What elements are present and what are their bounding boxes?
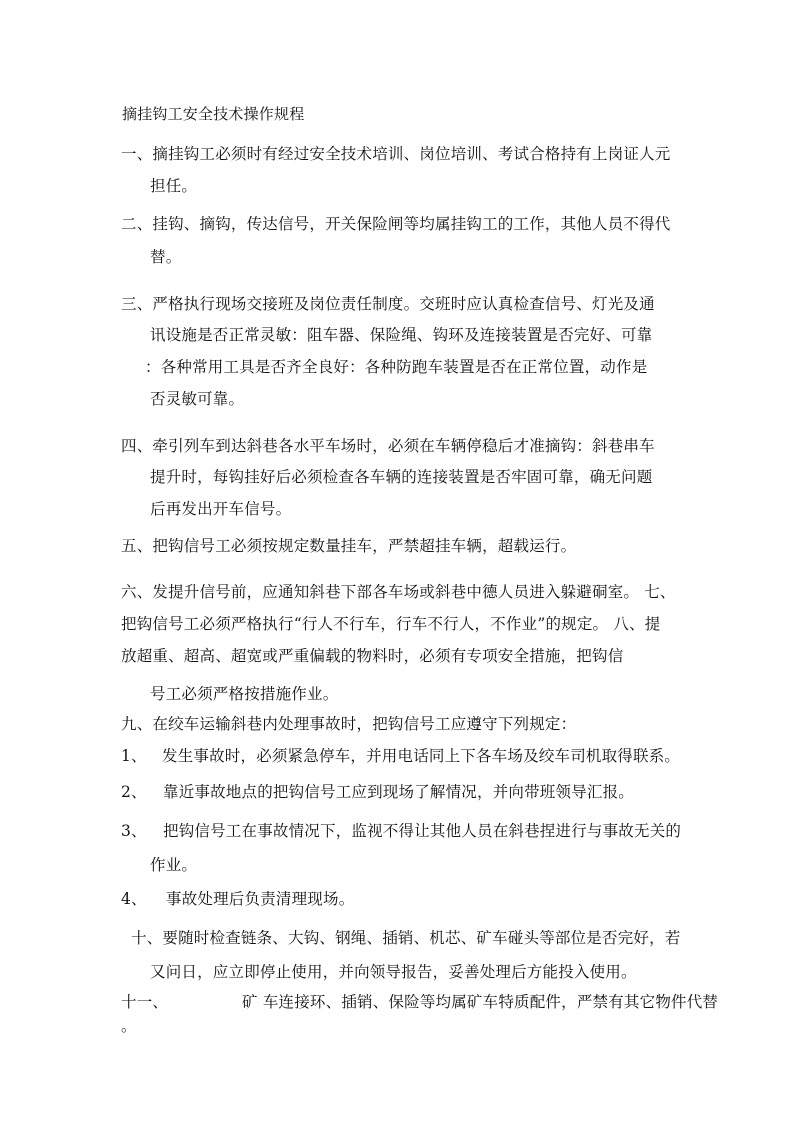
rule-9-item-2-text: 靠近事故地点的把钩信号工应到现场了解情况，并向带班领导汇报。 [163,783,635,801]
rule-11-line-2: 。 [121,1017,137,1035]
rule-9-item-3-number: 3、 [121,822,147,840]
rule-3-line-4: 否灵敏可靠。 [150,390,245,408]
rule-4-line-2: 提升时，每钩挂好后必须检查各车辆的连接装置是否牢固可靠，确无问题 [150,468,653,486]
rule-9-item-3-text: 把钩信号工在事故情况下，监视不得让其他人员在斜巷捏进行与事故无关的 [163,822,682,840]
rule-3-line-3: ：各种常用工具是否齐全良好：各种防跑车装置是否在正常位置，动作是 [145,358,648,376]
rule-3-line-1: 三、严格执行现场交接班及岗位责任制度。交班时应认真检查信号、灯光及通 [121,295,655,313]
rule-2-line-2: 替。 [150,248,182,266]
document-title: 摘挂钩工安全技术操作规程 [122,105,305,123]
rule-5-line-1: 五、把钩信号工必须按规定数量挂车，严禁超挂车辆，超载运行。 [121,537,577,555]
rule-4-line-3: 后再发出开车信号。 [150,500,292,518]
rule-2-line-1: 二、挂钩、摘钩，传达信号，开关保险闸等均属挂钩工的工作，其他人员不得代 [121,215,671,233]
rule-3-line-2: 讯设施是否正常灵敏：阻车器、保险绳、钩环及连接装置是否完好、可靠 [150,326,653,344]
rule-7-line-1: 把钩信号工必须严格执行“行人不行车，行车不行人，不作业”的规定。 八、提 [121,615,661,633]
rule-9-item-1-text: 发生事故时，必须紧急停车，并用电话同上下各车场及绞车司机取得联系。 [162,747,681,765]
rule-10-line-2: 又问日，应立即停止使用，并向领导报告，妥善处理后方能投入使用。 [150,963,637,981]
rule-9-item-4-text: 事故处理后负责清理现场。 [166,890,355,908]
rule-11-number: 十一、 [121,993,169,1011]
rule-11-line-1: 矿 车连接环、插销、保险等均属矿车特质配件，严禁有其它物件代替 [242,993,719,1011]
rule-10-line-1: 十、要随时检查链条、大钩、钢绳、插销、机芯、矿车碰头等部位是否完好，若 [131,929,681,947]
rule-8-line-2: 号工必须严格按措施作业。 [150,685,339,703]
rule-9-item-1-number: 1、 [121,747,147,765]
rule-8-line-1: 放超重、超高、超宽或严重偏载的物料时，必须有专项安全措施，把钩信 [121,647,624,665]
rule-1-line-2: 担任。 [150,177,198,195]
rule-6-line-1: 六、发提升信号前，应通知斜巷下部各车场或斜巷中德人员进入躲避硐室。 七、 [121,583,676,601]
rule-9-item-2-number: 2、 [121,783,147,801]
rule-4-line-1: 四、牵引列车到达斜巷各水平车场时，必须在车辆停稳后才准摘钩：斜巷串车 [121,437,655,455]
rule-1-line-1: 一、摘挂钩工必须时有经过安全技术培训、岗位培训、考试合格持有上岗证人元 [121,145,671,163]
rule-9-item-3-text-2: 作业。 [150,856,198,874]
rule-9-line-1: 九、在绞车运输斜巷内处理事故时，把钩信号工应遵守下列规定： [121,715,577,733]
rule-9-item-4-number: 4、 [121,890,147,908]
